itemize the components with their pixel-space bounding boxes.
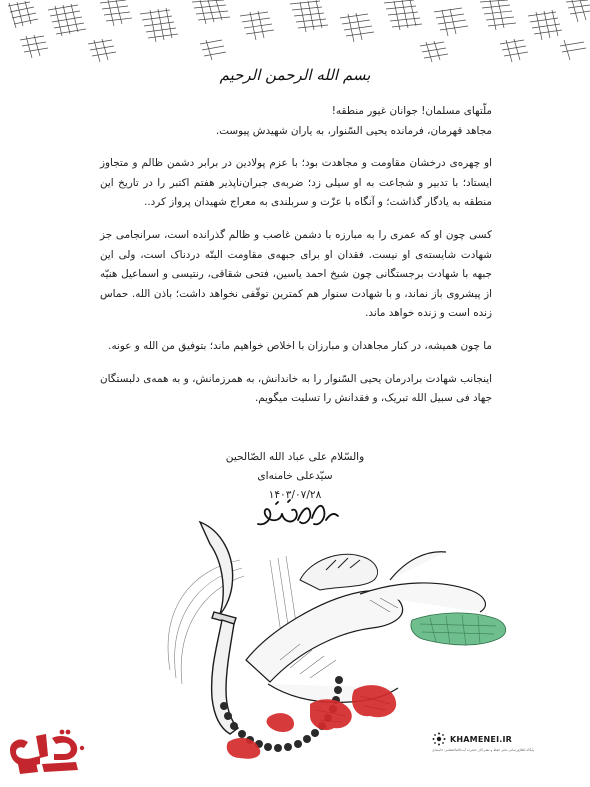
closing-greeting: والسّلام علی عباد الله الصّالحین [225,451,365,463]
paragraph-1: او چهره‌ی درخشان مقاومت و مجاهدت بود؛ با عزم پولادین در برابر دشمن ظالم و متجاوز ایستاد؛ با تدبیر و شجاعت به او سیلی زد؛ ضربه‌ی جبران‌ناپذیر هفتم اکتبر را در تاریخ این منطقه به یادگار گذاشت؛ و آنگاه با عزّت و سربلندی به معراج شهیدان پرواز کرد.. [100,157,492,209]
salutation: ملّتهای مسلمان! جوانان غیور منطقه! [331,105,492,117]
site-name: KHAMENEI.IR [450,734,513,744]
announcement: مجاهد قهرمان، فرمانده یحیی السّنوار، به یاران شهیدش پیوست. [215,124,492,137]
paragraph-3: ما چون همیشه، در کنار مجاهدان و مبارزان با اخلاص خواهیم ماند؛ بتوفیق من الله و عونه. [108,339,492,352]
navid-shahed-logo [6,728,88,776]
site-tagline: پایگاه اطلاع‌رسانی دفتر حفظ و نشر آثار حضرت آیت‌الله‌العظمی خامنه‌ای [432,748,535,752]
paragraph-4: اینجانب شهادت برادرمان یحیی السّنوار را به خاندانش، به همرزمانش، و به همه‌ی دلبستگان جهاد فی سبیل الله تبریک، و فقدانش را تسلیت میگویم. [100,372,492,405]
letter-body [100,102,492,422]
basmala-heading: بسم الله الرحمن الرحیم [219,66,371,84]
hatched-border-decoration [0,0,590,75]
sunburst-logo-icon [432,732,446,746]
letter-date: ۱۴۰۳/۰۷/۲۸ [268,489,322,501]
author-name: سیّدعلی خامنه‌ای [257,470,333,482]
illustration-dagger-rosary [150,520,530,760]
navid-shahed-logo-mark [6,728,88,776]
khamenei-ir-logo [432,732,535,760]
paragraph-2: کسی چون او که عمری را به مبارزه با دشمن غاصب و ظالم گذرانده است، سرانجامی جز شهادت شایسته‌ی او نیست. فقدان او برای جبهه‌ی مقاومت البتّه دردناک است، ولی این جبهه با شهادت برجستگانی چون شیخ احمد یاسین، فتحی شقاقی، رنتیسی و اسماعیل هنیّه از پیشروی باز نماند، و با شهادت سنوار هم کمترین توقّفی نخواهد داشت؛ باذن الله. حماس زنده است و زنده خواهد ماند. [100,228,492,320]
